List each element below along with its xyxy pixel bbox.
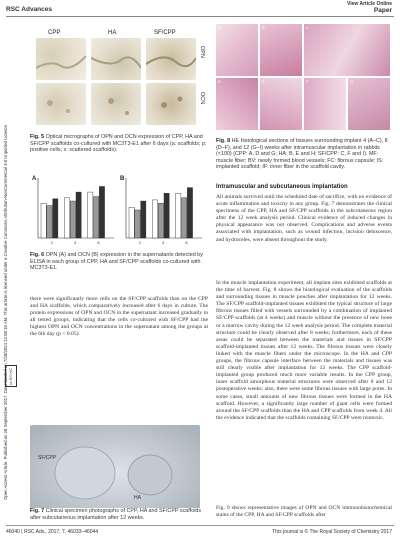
histo-label-d: D [218,79,221,84]
fig6-bar [164,193,169,238]
footer-citation: 46040 | RSC Adv., 2017, 7, 46033–46044 [6,529,99,535]
fig7-label-ha: HA [134,495,141,501]
fig6-panel-a [32,176,114,245]
fig6-chart [30,170,206,248]
fig6-tick-label: 6 [97,240,100,245]
article-type: Paper [373,7,392,14]
fig6-bar [141,201,146,238]
row-label-opn: OPN [199,46,205,58]
fig6-tick-label: 4 [162,240,165,245]
fig6-bar [53,199,58,238]
histo-label-a: A [218,25,221,30]
fig6-bar [70,201,75,238]
journal-name: RSC Advances [6,6,52,13]
view-article-link[interactable]: View Article Online [346,1,392,7]
fig6-caption-label: Fig. 6 [30,252,45,258]
fig6-bar [94,197,99,238]
section-title: Intramuscular and subcutaneous implantation [216,184,348,190]
header-rule [6,16,394,17]
fig6-bar [135,210,140,238]
histo-panel-b [260,24,302,76]
fig6-bar [187,188,192,238]
histo-label-c: C [306,25,309,30]
histo-label-b: B [262,25,265,30]
fig6-bar [76,192,81,238]
fig6-panel-b [120,176,202,245]
micro-opn-cpp [36,38,86,80]
fig7-caption [30,508,208,521]
micro-opn-sfcpp [146,38,196,80]
histo-label-e: E [262,79,265,84]
fig8-caption-label: Fig. 8 [216,138,231,144]
col-label-cpp: CPP [48,30,61,36]
fig6-bar [129,207,134,238]
fig6-svg [30,170,206,248]
fig6-bar [99,186,104,238]
fig6-bar [182,198,187,238]
fig6-bar [158,203,163,238]
fig7-photo [30,425,200,520]
histo-panel-f [304,78,346,130]
access-notice[interactable]: Open Access Article. Published on 28 September 2017. Downloaded on 7/28/2024 12:58:10 AM. This article is licensed under a Creative Commons Attribution-NonCommercial 3.0 Unported Licence. [3,123,8,500]
fig6-bar [176,193,181,238]
fig6-panel-letter: B [120,176,125,182]
micro-ocn-sfcpp [146,83,196,125]
fig6-bar [88,192,93,238]
fig6-tick-label: 4 [74,240,77,245]
fig5-caption-text: Optical micrographs of OPN and OCN expression of CPP, HA and SF/CPP scaffolds co-cultured with MC3T3-E1 after 6 days (a: scaffolds; p: positive cells; s: scattered scaffolds). [30,134,207,154]
col-label-ha: HA [108,30,117,36]
micro-ocn-ha [91,83,141,125]
histo-panel-c [304,24,390,76]
footer-rule [6,525,394,526]
left-body-text: there were significantly more cells on the SF/CPP scaffolds than on the CPP and HA scaffolds, which comparatively increased after 6 days in culture. The protein expressions of OPN and OCN in the supernatant increased gradually in all tested groups, indicating that the cells co-cultured with SF/CPP had the highest OPN and OCN concentrations in the supernatant among the groups at the 6th day (p < 0.05). [30,296,208,338]
right-text-3: Fig. 9 shows representative images of OPN and OCN immunohistochemical stains of the CPP, HA and SF/CPP scaffolds after [216,505,392,519]
fig6-caption-text: OPN (A) and OCN (B) expression in the supernatants detected by ELISA in each group of CPP, HA and SF/CPP scaffolds co-cultured with MC3T3-E1. [30,252,203,272]
fig5-caption [30,134,210,154]
micro-ocn-cpp [36,83,86,125]
fig5-micrographs [36,30,205,130]
fig6-panel-letter: A [32,176,37,182]
fig6-bar [64,198,69,238]
micro-opn-ha [91,38,141,80]
fig7-caption-label: Fig. 7 [30,508,45,514]
access-sidebar [3,30,17,500]
histo-label-f: F [306,79,309,84]
fig5-caption-label: Fig. 5 [30,134,45,140]
cc-license-badge[interactable]: cc BY-NC [5,365,17,387]
fig7-caption-text: Clinical specimen photographs of CPP, HA and SF/CPP scaffolds after subcutaneous implantation after 12 weeks. [30,508,202,521]
histo-panel-e [260,78,302,130]
fig6-bar [41,203,46,238]
fig8-histology [216,24,392,136]
footer-copyright: This journal is © The Royal Society of Chemistry 2017 [272,529,392,535]
fig8-caption-text: HE histological sections of tissues surrounding implant 4 (A–C), 8 (D–F), and 12 (G–I) weeks after intramuscular implantation in rabbits (×100) (CPP: A, D and G; HA: B, E and H; SF/CPP: C, F and I). MF: muscle fiber; BV: newly formed blood vessels; FC: fibrous capsule; IS: implanted scaffold; IF: inner fiber in the scaffold cavity. [216,138,388,171]
fig6-tick-label: 2 [50,240,53,245]
fig8-caption [216,138,392,171]
histo-panel-d [216,78,258,130]
fig6-tick-label: 6 [185,240,188,245]
fig6-caption [30,252,210,272]
row-label-ocn: OCN [199,92,205,105]
right-text-2: In the muscle implantation experiment, all implant sites exhibited scaffolds at the time of harvest. Fig. 8 shows the histological evaluation of the scaffolds and surrounding tissues in muscle pouches after implantation for 12 weeks. The SF/CPP scaffold-implanted tissues exhibited the typical structure of large fibrous tissues filled with vessels surrounded by a combination of implanted SF/CPP scaffolds (at 4 weeks) and muscle without the presence of new bone or a marrow cavity during the 12 week analysis period. The complete material structure could be clearly observed after 8 weeks; furthermore, each of these areas could be separated between the materials and tissues in SF/CPP scaffold-implanted tissues after 12 weeks. The fibrous tissues were closely linked with the muscle fibers under the microscope. In the HA and CPP groups, the fibrous capsule interface between the materials and tissues was still clearly visible after implantation for 12 weeks. The CPP scaffold-implanted group produced much more variable results. In the CPP group, inner scaffold amorphous material structures were observed after 8 and 12 postoperative weeks; also, there were some fibrous tissues with large pores. In some cases, small amounts of new fibrous tissues were formed in the HA scaffold. However, a significantly large number of giant cells were formed around the SF/CPP scaffolds than the HA and CPP scaffolds from week 4. All the evidence indicated that the scaffolds containing SF/CPP were nontoxic. [216,280,392,421]
fig6-bar [47,206,52,238]
histo-panel-g [348,78,390,130]
fig6-tick-label: 2 [138,240,141,245]
fig6-bar [152,200,157,238]
histo-label-g: G [350,79,354,84]
fig7-svg [30,425,200,520]
right-text-1: All animals survived until the scheduled date of sacrifice, with no evidence of acute inflammation and toxicity in any group. Fig. 7 demonstrates the clinical specimens of the CPP, HA and SF/CPP scaffolds in the subcutaneous region after the 12 week analysis period. Clinical evidence of induced changes in physical appearance was not observed. Complications and adverse events associated with implantation, such as wound infection, incision dehiscence, and hydroceles, were absent throughout the study. [216,194,392,243]
fig7-label-sfcpp: SF/CPP [38,455,57,461]
histo-panel-a [216,24,258,76]
col-label-sfcpp: SF/CPP [154,30,176,36]
